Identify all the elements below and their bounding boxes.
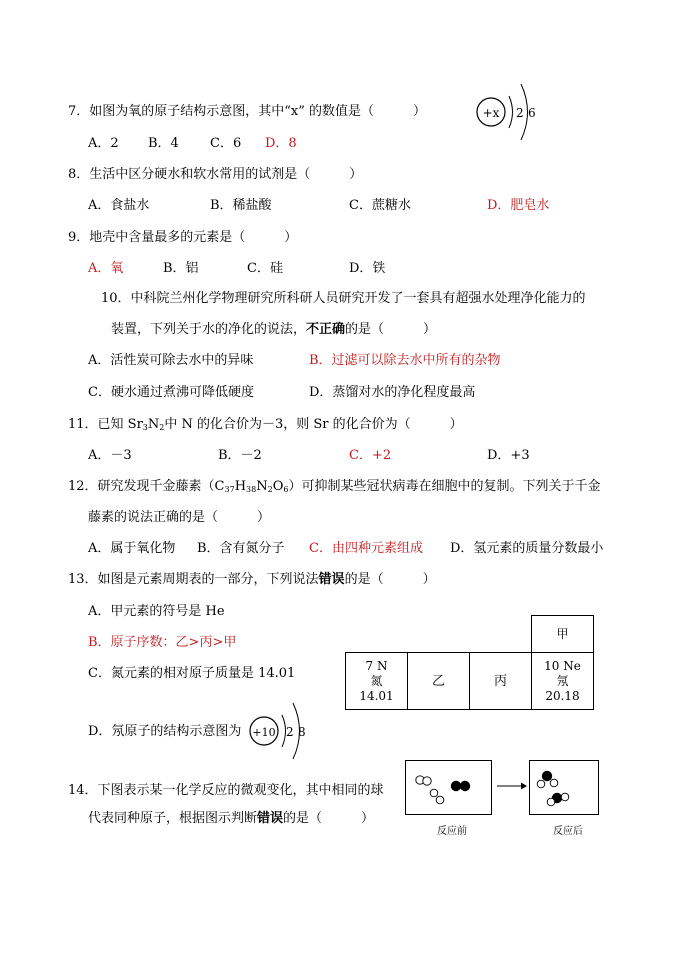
q7-option-c: C．6 [210, 136, 242, 151]
shell1-count: 2 [286, 725, 294, 739]
q10-stem-line1: 10．中科院兰州化学物理研究所科研人员研究开发了一套具有超强水处理净化能力的 [101, 291, 586, 306]
nucleus-label: +x [482, 106, 500, 120]
shell2-count: 6 [528, 106, 536, 120]
black-atom [460, 781, 470, 791]
small-atom [436, 796, 444, 804]
small-atom [537, 780, 545, 788]
q10-option-a: A．活性炭可除去水中的异味 [88, 353, 254, 368]
q8-option-a: A．食盐水 [88, 198, 150, 213]
q8-option-d-answer: D．肥皂水 [487, 198, 550, 213]
shell-arc-1 [509, 96, 513, 128]
q10-emphasis: 不正确 [306, 322, 346, 337]
q7-option-b: B．4 [148, 136, 179, 151]
q11-option-c-answer: C．+2 [349, 448, 392, 463]
q13-option-d: D．氖原子的结构示意图为 [88, 724, 242, 739]
q9-option-c: C．硅 [247, 261, 283, 276]
q10-option-c: C．硬水通过煮沸可降低硬度 [88, 385, 254, 400]
shell-arc-1 [282, 715, 286, 747]
q14-stem-line2: 代表同种原子，根据图示判断错误的是（ ） [88, 811, 375, 826]
q12-stem-line2: 藤素的说法正确的是（ ） [88, 510, 271, 525]
arrow-head [521, 783, 527, 790]
q10-option-d: D．蒸馏对水的净化程度最高 [309, 385, 476, 400]
q12-option-d: D．氢元素的质量分数最小 [450, 541, 604, 556]
q12-stem-line1: 12．研究发现千金藤素$(C_{37}H_{38}N_2O_6)$可抑制某些冠状病毒在细胞中的复制。下列关于千金 [68, 479, 601, 494]
q7-option-a: A．2 [88, 136, 119, 151]
q12-option-a: A．属于氧化物 [88, 541, 176, 556]
q13-stem: 13．如图是元素周期表的一部分，下列说法错误的是（ ） [68, 572, 436, 587]
q10-stem-line2: 装置，下列关于水的净化的说法，不正确的是（ ） [111, 322, 437, 337]
shell1-count: 2 [516, 106, 524, 120]
black-atom [451, 781, 461, 791]
q11-option-d: D．+3 [487, 448, 530, 463]
q9-option-d: D．铁 [349, 261, 386, 276]
small-atom [430, 789, 438, 797]
cell-bing: 丙 [470, 653, 532, 710]
q12-option-b: B．含有氮分子 [197, 541, 285, 556]
neon-atom-diagram [248, 698, 312, 764]
q13-option-c: C．氮元素的相对原子质量是 14.01 [88, 666, 296, 681]
q14-stem-line1: 14．下图表示某一化学反应的微观变化，其中相同的球 [68, 783, 384, 798]
reaction-before-box [406, 761, 492, 815]
reaction-diagram [405, 760, 600, 818]
q8-stem: 8．生活中区分硬水和软水常用的试剂是（ ） [68, 167, 363, 182]
q9-option-a-answer: A．氧 [88, 261, 124, 276]
nucleus-label: +10 [252, 726, 276, 739]
cell-nitrogen: 7 N 氮 14.01 [346, 653, 408, 710]
q11-option-a: A．－3 [88, 448, 132, 463]
periodic-table-fragment [345, 615, 594, 710]
cell-jia: 甲 [532, 616, 594, 653]
q12-option-c-answer: C．由四种元素组成 [309, 541, 423, 556]
shell2-count: 8 [298, 725, 306, 739]
q8-option-c: C．蔗糖水 [349, 198, 411, 213]
q13-emphasis: 错误 [318, 572, 345, 587]
white-atom [423, 777, 431, 785]
q13-option-a: A．甲元素的符号是 He [88, 604, 225, 619]
q9-option-b: B．铝 [163, 261, 199, 276]
black-atom [542, 771, 552, 781]
q10-option-b-answer: B．过滤可以除去水中所有的杂物 [309, 353, 501, 368]
q11-option-b: B．－2 [218, 448, 262, 463]
cell-neon: 10 Ne 氖 20.18 [532, 653, 594, 710]
q11-stem: 11．已知 $Sr_3N_2$中 N 的化合价为－3，则 Sr 的化合价为（ ） [68, 417, 463, 432]
label-after-reaction: 反应后 [553, 826, 583, 837]
q7-stem: 7．如图为氧的原子结构示意图，其中“x” 的数值是（ ） [68, 104, 427, 119]
small-atom [547, 798, 555, 806]
q13-option-b-answer: B．原子序数：乙>丙>甲 [88, 635, 237, 650]
q9-stem: 9．地壳中含量最多的元素是（ ） [68, 230, 298, 245]
q14-emphasis: 错误 [257, 811, 284, 826]
small-atom [550, 779, 558, 787]
small-atom [561, 793, 569, 801]
oxygen-atom-diagram [474, 78, 546, 144]
cell-yi: 乙 [408, 653, 470, 710]
q7-option-d-answer: D．8 [265, 136, 297, 151]
q8-option-b: B．稀盐酸 [210, 198, 272, 213]
label-before-reaction: 反应前 [437, 826, 467, 837]
